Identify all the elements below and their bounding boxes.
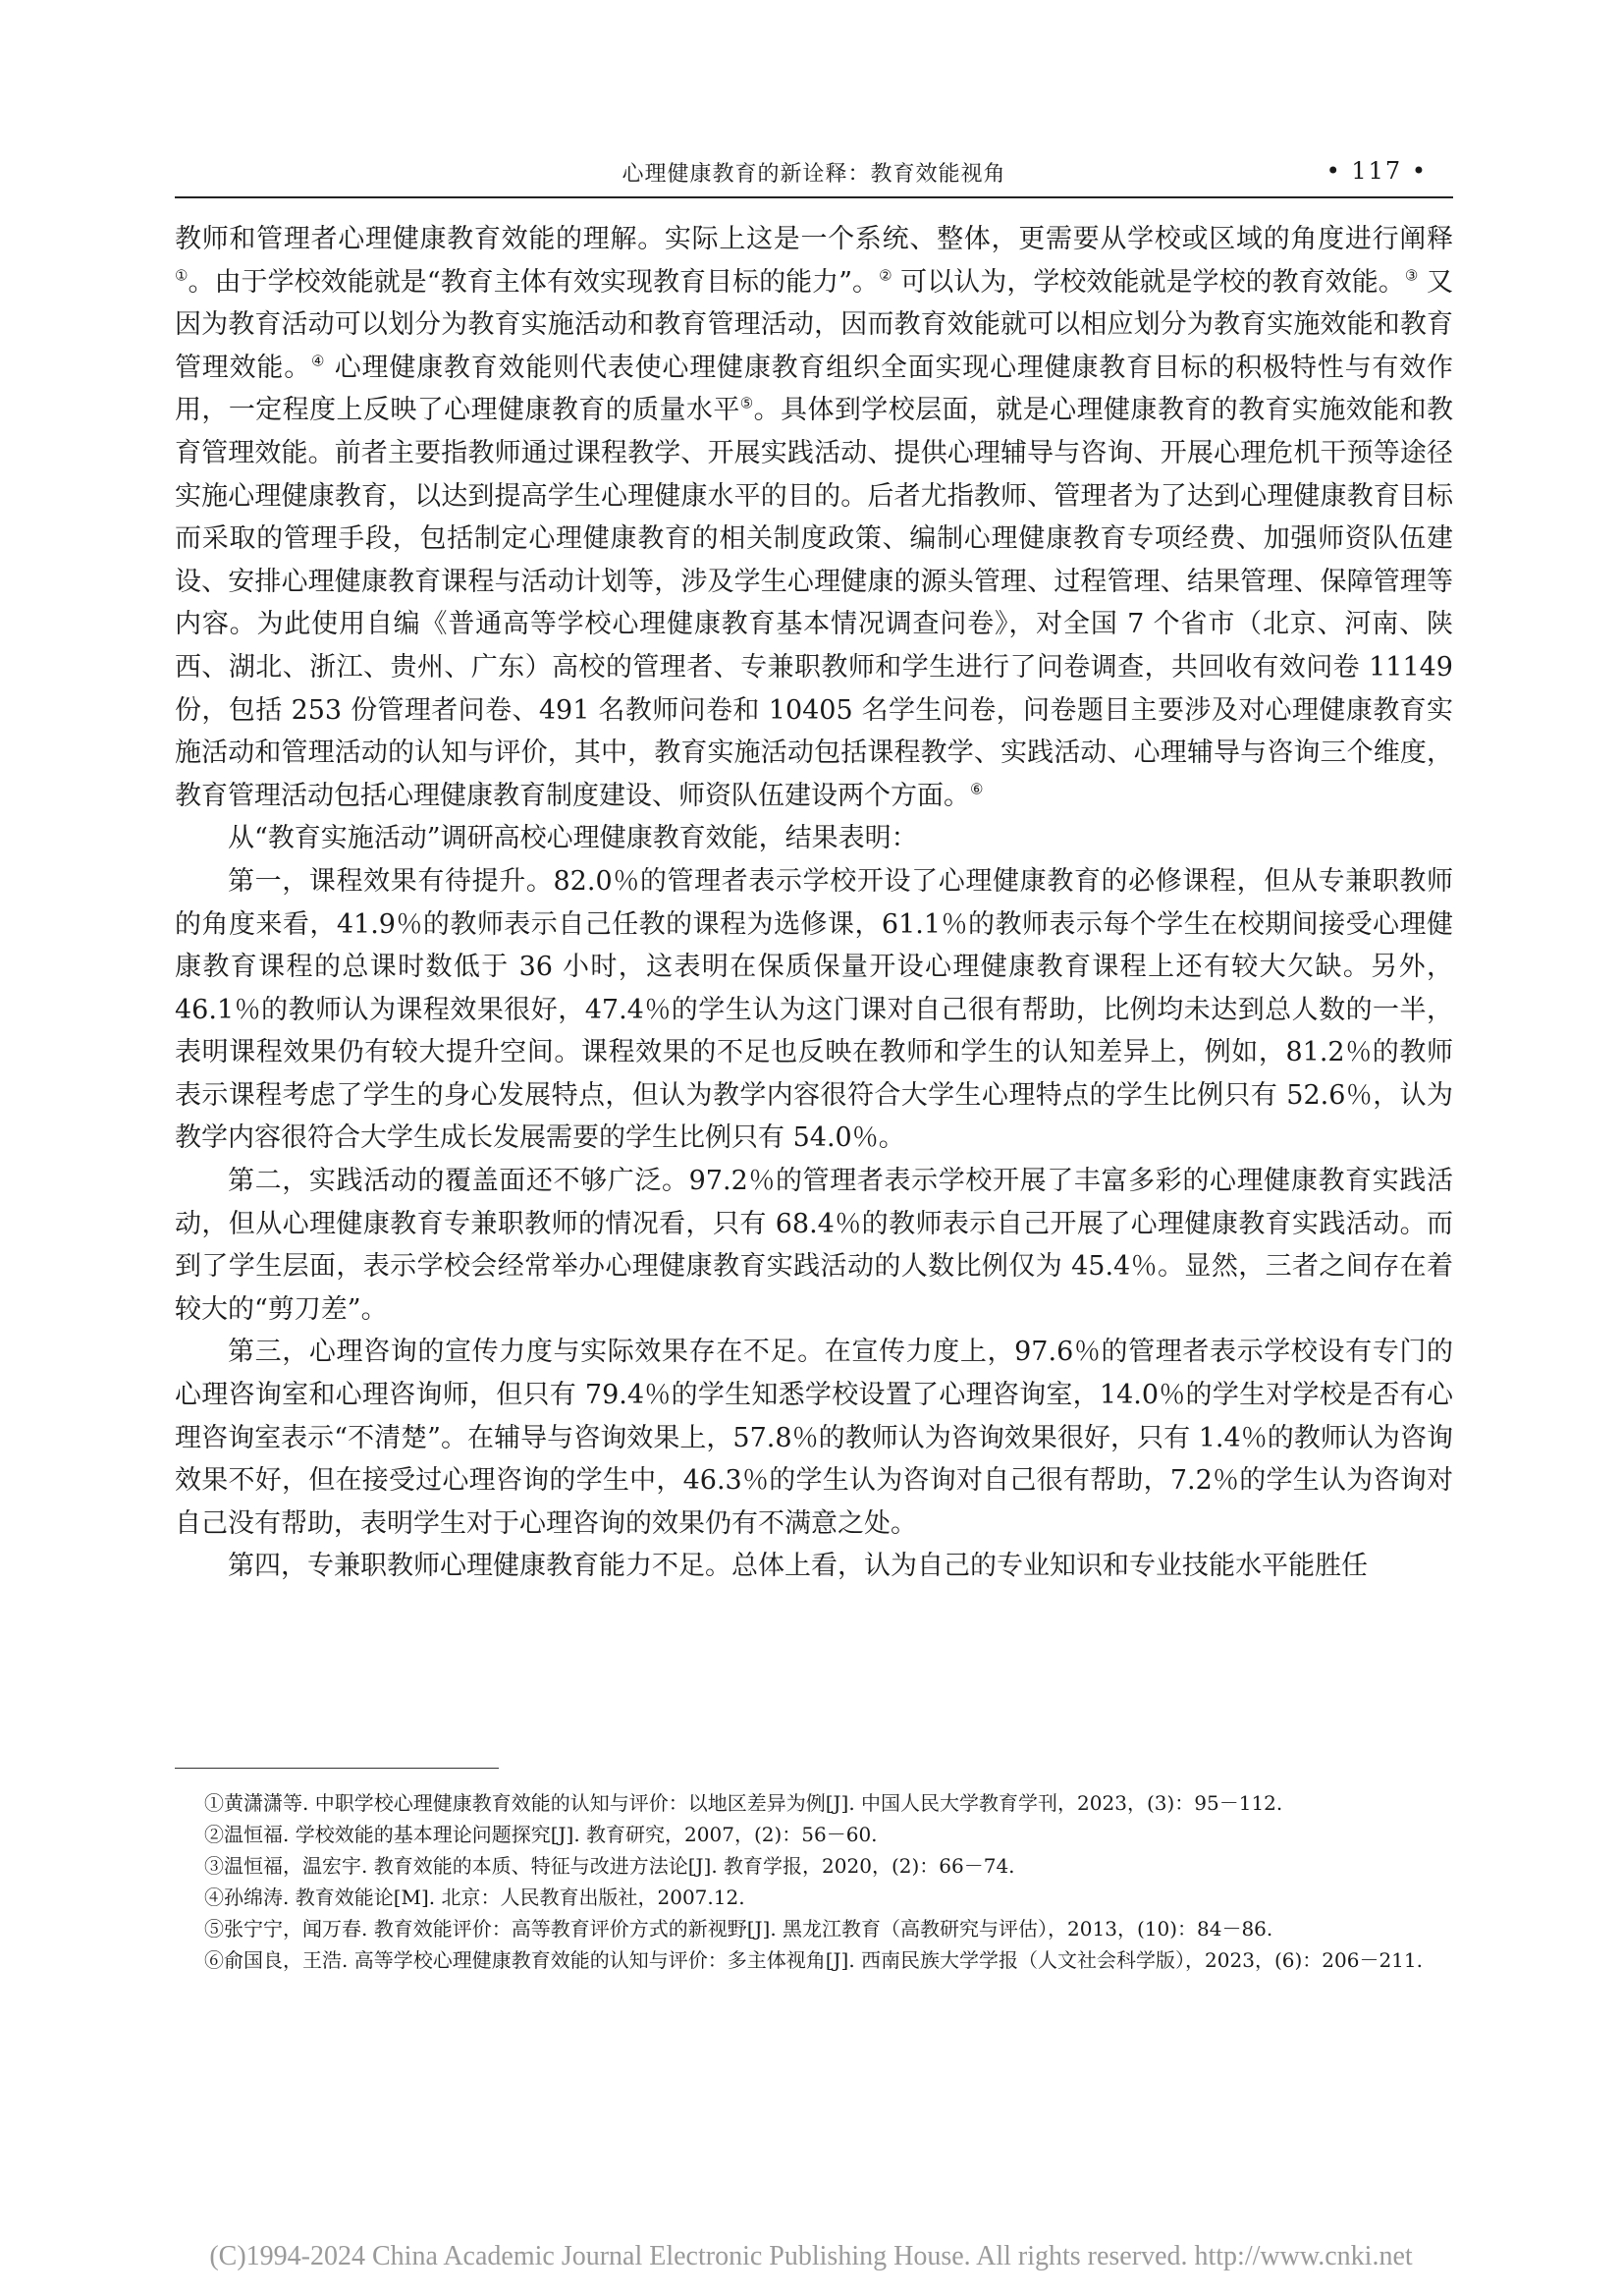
- body-paragraph: [175, 218, 1453, 817]
- footnote-item: ③温恒福，温宏宇. 教育效能的本质、特征与改进方法论[J]. 教育学报，2020，(2)：66－74.: [204, 1854, 1015, 1878]
- footnote-marker[interactable]: ④: [311, 352, 326, 370]
- body-paragraph: [175, 860, 1453, 1160]
- paragraph-text: 第三，心理咨询的宣传力度与实际效果存在不足。在宣传力度上，97.6％的管理者表示学校设有专门的心理咨询室和心理咨询师，但只有 79.4％的学生知悉学校设置了心理咨询室，14.0％的学生对学校是否有心理咨询室表示“不清楚”。在辅导与咨询效果上，57.8％的教师认为咨询效果很好，只有 1.4％的教师认为咨询效果不好，但在接受过心理咨询的学生中，46.3％的学生认为咨询对自己很有帮助，7.2％的学生认为咨询对自己没有帮助，表明学生对于心理咨询的效果仍有不满意之处。: [175, 1337, 1453, 1539]
- paragraph-text: 。具体到学校层面，就是心理健康教育的教育实施效能和教育管理效能。前者主要指教师通过课程教学、开展实践活动、提供心理辅导与咨询、开展心理危机干预等途径实施心理健康教育，以达到提高学生心理健康水平的目的。后者尤指教师、管理者为了达到心理健康教育目标而采取的管理手段，包括制定心理健康教育的相关制度政策、编制心理健康教育专项经费、加强师资队伍建设、安排心理健康教育课程与活动计划等，涉及学生心理健康的源头管理、过程管理、结果管理、保障管理等内容。为此使用自编《普通高等学校心理健康教育基本情况调查问卷》，对全国 7 个省市（北京、河南、陕西、湖北、浙江、贵州、广东）高校的管理者、专兼职教师和学生进行了问卷调查，共回收有效问卷 11149 份，包括 253 份管理者问卷、491 名教师问卷和 10405 名学生问卷，问卷题目主要涉及对心理健康教育实施活动和管理活动的认知与评价，其中，教育实施活动包括课程教学、实践活动、心理辅导与咨询三个维度，教育管理活动包括心理健康教育制度建设、师资队伍建设两个方面。: [175, 395, 1454, 811]
- paragraph-text: 从“教育实施活动”调研高校心理健康教育效能，结果表明：: [228, 823, 918, 854]
- paragraph-text: 。由于学校效能就是“教育主体有效实现教育目标的能力”。: [188, 266, 880, 298]
- page-number: • 117 •: [1325, 157, 1428, 185]
- footnote-marker[interactable]: ③: [1404, 266, 1419, 285]
- paragraph-text: 第四，专兼职教师心理健康教育能力不足。总体上看，认为自己的专业知识和专业技能水平能胜任: [228, 1551, 1368, 1582]
- footnote-marker[interactable]: ⑤: [739, 394, 754, 412]
- body-paragraph: [175, 1160, 1453, 1331]
- copyright-notice: (C)1994-2024 China Academic Journal Electronic Publishing House. All rights reserved. http://www.cnki.net: [209, 2241, 1413, 2271]
- paragraph-text: 可以认为，学校效能就是学校的教育效能。: [892, 266, 1405, 298]
- footnote-item: ①黄潇潇等. 中职学校心理健康教育效能的认知与评价：以地区差异为例[J]. 中国人民大学教育学刊，2023，(3)：95－112.: [204, 1791, 1283, 1815]
- paragraph-text: 又因为教育活动可以划分为教育实施活动和教育管理活动，因而教育效能就可以相应划分为教育实施效能和教育管理效能。: [175, 266, 1453, 383]
- footnote-item: ⑤张宁宁，闻万春. 教育效能评价：高等教育评价方式的新视野[J]. 黑龙江教育（高教研究与评估），2013，(10)：84－86.: [204, 1917, 1273, 1941]
- paragraph-text: 第一，课程效果有待提升。82.0％的管理者表示学校开设了心理健康教育的必修课程，但从专兼职教师的角度来看，41.9％的教师表示自己任教的课程为选修课，61.1％的教师表示每个学生在校期间接受心理健康教育课程的总课时数低于 36 小时，这表明在保质保量开设心理健康教育课程上还有较大欠缺。另外，46.1％的教师认为课程效果很好，47.4％的学生认为这门课对自己很有帮助，比例均未达到总人数的一半，表明课程效果仍有较大提升空间。课程效果的不足也反映在教师和学生的认知差异上，例如，81.2％的教师表示课程考虑了学生的身心发展特点，但认为教学内容很符合大学生心理特点的学生比例只有 52.6％，认为教学内容很符合大学生成长发展需要的学生比例只有 54.0％。: [175, 865, 1453, 1154]
- footnote-marker[interactable]: ①: [175, 266, 189, 285]
- paragraph-text: 教师和管理者心理健康教育效能的理解。实际上这是一个系统、整体，更需要从学校或区域的角度进行阐释: [175, 224, 1453, 254]
- footnote-item: ⑥俞国良，王浩. 高等学校心理健康教育效能的认知与评价：多主体视角[J]. 西南民族大学学报（人文社会科学版），2023，(6)：206－211.: [204, 1948, 1423, 1972]
- paragraph-text: 心理健康教育效能则代表使心理健康教育组织全面实现心理健康教育目标的积极特性与有效作用，一定程度上反映了心理健康教育的质量水平: [175, 352, 1454, 426]
- footnotes: [204, 1787, 1453, 1976]
- footnote-divider: [175, 1768, 499, 1769]
- running-header: [175, 153, 1453, 198]
- body-text: [175, 218, 1453, 1588]
- body-paragraph: [175, 1545, 1453, 1588]
- running-title: 心理健康教育的新诠释：教育效能视角: [622, 162, 1006, 187]
- body-paragraph: [175, 817, 1453, 860]
- body-paragraph: [175, 1331, 1453, 1545]
- footnote-marker[interactable]: ⑥: [970, 780, 984, 798]
- footnote-marker[interactable]: ②: [879, 266, 892, 285]
- footnote-item: ②温恒福. 学校效能的基本理论问题探究[J]. 教育研究，2007，(2)：56－60.: [204, 1823, 878, 1846]
- paragraph-text: 第二，实践活动的覆盖面还不够广泛。97.2％的管理者表示学校开展了丰富多彩的心理健康教育实践活动，但从心理健康教育专兼职教师的情况看，只有 68.4％的教师表示自己开展了心理健康教育实践活动。而到了学生层面，表示学校会经常举办心理健康教育实践活动的人数比例仅为 45.4％。显然，三者之间存在着较大的“剪刀差”。: [175, 1166, 1453, 1325]
- footnote-item: ④孙绵涛. 教育效能论[M]. 北京：人民教育出版社，2007.12.: [204, 1886, 745, 1909]
